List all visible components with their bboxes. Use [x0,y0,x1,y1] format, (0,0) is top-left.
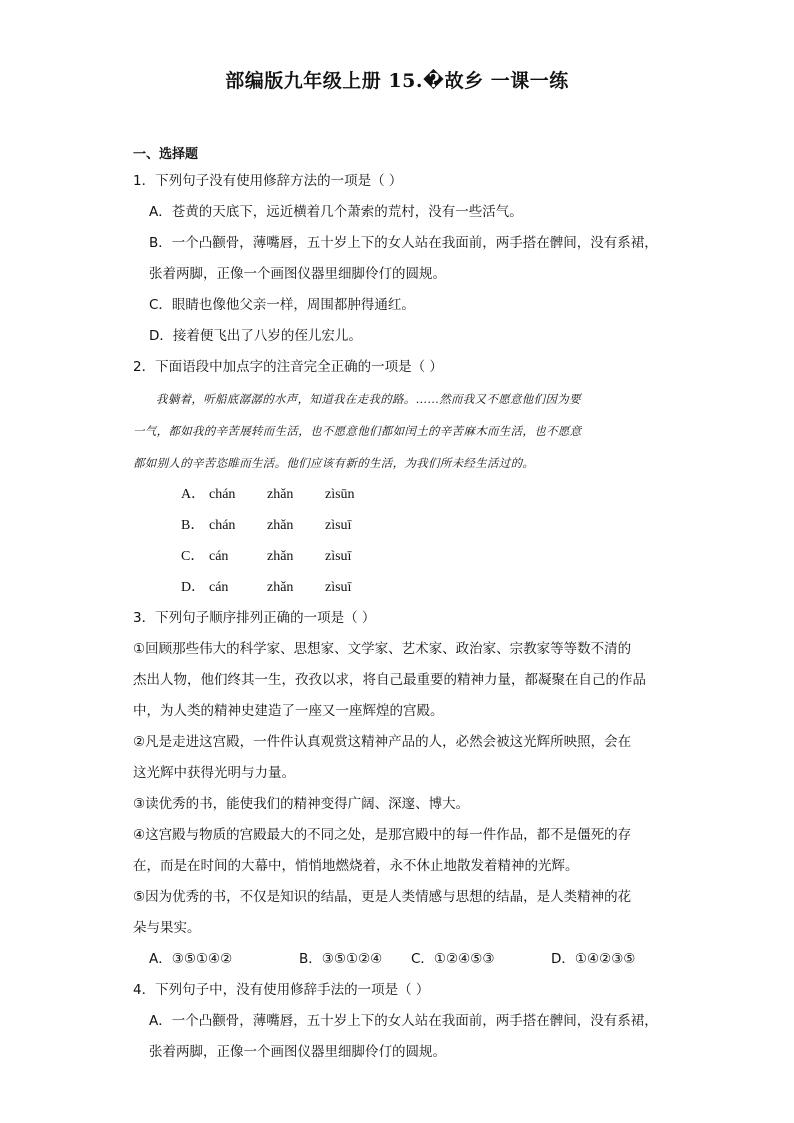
question-2-option-d [133,572,663,603]
question-2-passage-line-3: 都如别人的辛苦恣睢而生活。他们应该有新的生活，为我们所未经生活过的。 [133,456,535,470]
document-title: 部编版九年级上册 15.�故乡 一课一练 [225,70,569,92]
question-3-sentence-5: ⑤因为优秀的书，不仅是知识的结晶，更是人类情感与思想的结晶，是人类精神的花 [133,889,632,905]
pinyin-2: zhǎn [267,487,294,502]
question-3-option-b: B．③⑤①②④ [299,951,383,967]
question-4-option-a-continued: 张着两脚，正像一个画图仪器里细脚伶仃的圆规。 [149,1044,446,1060]
pinyin-3: zìsūn [325,487,355,502]
option-label: A． [181,487,206,502]
option-label: C． [181,549,205,564]
question-1-option-b: B．一个凸颧骨，薄嘴唇，五十岁上下的女人站在我面前，两手搭在髀间，没有系裙， [149,235,658,251]
question-1-option-b-continued: 张着两脚，正像一个画图仪器里细脚伶仃的圆规。 [149,266,446,282]
question-3-option-d: D．①④②③⑤ [551,951,636,967]
question-3-answers [133,944,663,975]
pinyin-3: zìsuī [325,580,352,595]
question-2-option-b [133,510,663,541]
pinyin-2: zhǎn [267,549,294,564]
question-1-stem: 1．下列句子没有使用修辞方法的一项是（ ） [133,173,403,189]
question-3-sentence-2-cont: 这光辉中获得光明与力量。 [133,765,295,781]
question-2-option-a [133,479,663,510]
question-3-sentence-5-cont: 朵与果实。 [133,920,201,936]
question-3-option-c: C．①②④⑤③ [411,951,495,967]
document-content [133,144,663,1068]
question-3-stem: 3．下列句子顺序排列正确的一项是（ ） [133,610,376,626]
question-1-option-a: A．苍黄的天底下，远近横着几个萧索的荒村，没有一些活气。 [149,204,523,220]
pinyin-2: zhǎn [267,518,294,533]
section-heading: 一、选择题 [133,147,199,162]
pinyin-2: zhǎn [267,580,294,595]
question-3-sentence-4: ④这宫殿与物质的宫殿最大的不同之处，是那宫殿中的每一件作品，都不是僵死的存 [133,827,632,843]
question-3-sentence-1-cont-2: 中，为人类的精神史建造了一座又一座辉煌的宫殿。 [133,703,444,719]
question-2-stem: 2．下面语段中加点字的注音完全正确的一项是（ ） [133,359,443,375]
question-4-option-a: A．一个凸颧骨，薄嘴唇，五十岁上下的女人站在我面前，两手搭在髀间，没有系裙， [149,1013,658,1029]
question-3-option-a: A．③⑤①④② [149,951,233,967]
option-label: B． [181,518,205,533]
pinyin-1: chán [209,487,236,502]
question-2-option-c [133,541,663,572]
pinyin-1: cán [209,580,229,595]
option-label: D． [181,580,206,595]
pinyin-3: zìsuī [325,549,352,564]
question-3-sentence-1-cont-1: 杰出人物，他们终其一生，孜孜以求，将自己最重要的精神力量，都凝聚在自己的作品 [133,672,646,688]
question-3-sentence-2: ②凡是走进这宫殿，一件件认真观赏这精神产品的人，必然会被这光辉所映照，会在 [133,734,632,750]
question-2-passage-line-2: 一气，都如我的辛苦展转而生活，也不愿意他们都如闰土的辛苦麻木而生活，也不愿意 [133,424,582,438]
question-1-option-c: C．眼睛也像他父亲一样，周围都肿得通红。 [149,297,415,313]
pinyin-3: zìsuī [325,518,352,533]
question-3-sentence-1: ①回顾那些伟大的科学家、思想家、文学家、艺术家、政治家、宗教家等等数不清的 [133,641,632,657]
question-3-sentence-4-cont: 在，而是在时间的大幕中，悄悄地燃烧着，永不休止地散发着精神的光辉。 [133,858,579,874]
question-3-sentence-3: ③读优秀的书，能使我们的精神变得广阔、深邃、博大。 [133,796,470,812]
question-1-option-d: D．接着便飞出了八岁的侄儿宏儿。 [149,328,362,344]
pinyin-1: chán [209,518,236,533]
pinyin-1: cán [209,549,229,564]
question-4-stem: 4．下列句子中，没有使用修辞手法的一项是（ ） [133,982,430,998]
question-2-passage-line-1: 我躺着，听船底潺潺的水声，知道我在走我的路。……然而我又不愿意他们因为要 [156,392,581,406]
